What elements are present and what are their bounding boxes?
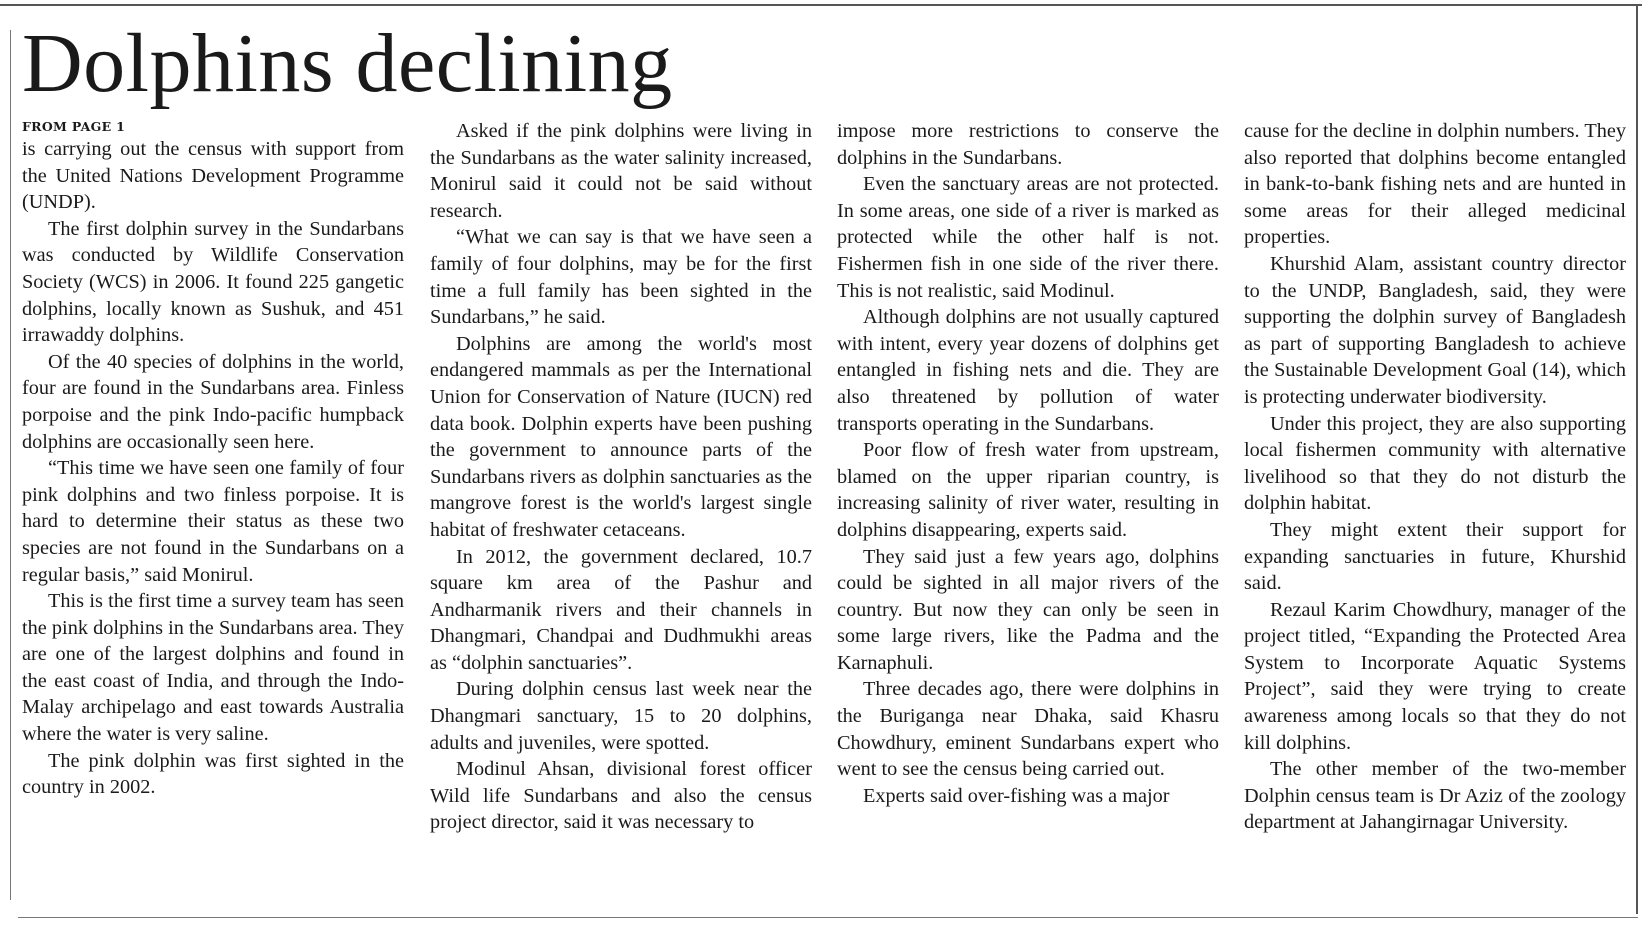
paragraph: In 2012, the government declared, 10.7 square km area of the Pashur and Andharmanik rivers and their channels in Dhangmari, Chandpai and Dudhmukhi areas as “dolphin sanctuaries”.: [430, 545, 812, 674]
paragraph: Khurshid Alam, assistant country director to the UNDP, Bangladesh, said, they were supporting the dolphin survey of Bangladesh as part of supporting Bangladesh to achieve the Sustainable Development Goal (14), which is protecting underwater biodiversity.: [1244, 252, 1626, 408]
paragraph: Even the sanctuary areas are not protected. In some areas, one side of a river is marked as protected while the other half is not. Fishermen fish in one side of the river there. This is not realistic, said Modinul.: [837, 173, 1219, 302]
paragraph: Modinul Ahsan, divisional forest officer Wild life Sundarbans and also the census project director, said it was necessary to: [430, 758, 812, 834]
paragraph: The first dolphin survey in the Sundarbans was conducted by Wildlife Conservation Society (WCS) in 2006. It found 225 gangetic dolphins, locally known as Sushuk, and 451 irrawaddy dolphins.: [22, 217, 404, 347]
right-border-rule: [1636, 4, 1638, 914]
paragraph: Rezaul Karim Chowdhury, manager of the project titled, “Expanding the Protected Area System to Incorporate Aquatic Systems Project”, said they were trying to create awareness among locals so that they do not kill dolphins.: [1244, 598, 1626, 754]
paragraph: Three decades ago, there were dolphins in the Buriganga near Dhaka, said Khasru Chowdhury, eminent Sundarbans expert who went to see the census being carried out.: [837, 678, 1219, 781]
paragraph: The pink dolphin was first sighted in the country in 2002.: [22, 749, 404, 799]
paragraph: Although dolphins are not usually captured with intent, every year dozens of dolphins get entangled in fishing nets and die. They are also threatened by pollution of water transports operating in the Sundarbans.: [837, 306, 1219, 435]
paragraph: is carrying out the census with support from the United Nations Development Programme (UNDP).: [22, 138, 404, 214]
paragraph: They might extent their support for expanding sanctuaries in future, Khurshid said.: [1244, 518, 1626, 595]
paragraph: Dolphins are among the world's most endangered mammals as per the International Union for Conservation of Nature (IUCN) red data book. Dolphin experts have been pushing the government to announce parts of the Sundarbans rivers as dolphin sanctuaries as the mangrove forest is the world's largest single habitat of freshwater cetaceans.: [430, 332, 812, 541]
paragraph: Under this project, they are also supporting local fishermen community with alternative livelihood so that they do not disturb the dolphin habitat.: [1244, 412, 1626, 515]
article-column-3: [837, 118, 1219, 809]
paragraph: “What we can say is that we have seen a family of four dolphins, may be for the first time a full family has been sighted in the Sundarbans,” he said.: [430, 226, 812, 329]
paragraph: Of the 40 species of dolphins in the world, four are found in the Sundarbans area. Finless porpoise and the pink Indo-pacific humpback dolphins are occasionally seen here.: [22, 350, 404, 453]
paragraph: Asked if the pink dolphins were living in the Sundarbans as the water salinity increased, Monirul said it could not be said without research.: [430, 120, 812, 222]
paragraph: Poor flow of fresh water from upstream, blamed on the upper riparian country, is increasing salinity of river water, resulting in dolphins disappearing, experts said.: [837, 439, 1219, 541]
headline: Dolphins declining: [22, 17, 673, 110]
article-column-1: [22, 118, 404, 801]
paragraph: During dolphin census last week near the Dhangmari sanctuary, 15 to 20 dolphins, adults and juveniles, were spotted.: [430, 678, 812, 754]
left-border-rule: [10, 30, 11, 900]
paragraph: impose more restrictions to conserve the dolphins in the Sundarbans.: [837, 120, 1219, 169]
from-page-kicker: FROM PAGE 1: [22, 119, 126, 134]
paragraph: cause for the decline in dolphin numbers. They also reported that dolphins become entangled in bank-to-bank fishing nets and are hunted in some areas for their alleged medicinal properties.: [1244, 120, 1626, 249]
top-border-rule: [0, 4, 1642, 6]
paragraph: Experts said over-fishing was a major: [863, 784, 1170, 807]
paragraph: This is the first time a survey team has seen the pink dolphins in the Sundarbans area. They are one of the largest dolphins and found in the east coast of India, and through the Indo-Malay archipelago and east towards Australia where the water is very saline.: [22, 590, 404, 746]
bottom-border-rule: [18, 917, 1638, 918]
paragraph: They said just a few years ago, dolphins could be sighted in all major rivers of the country. But now they can only be seen in some large rivers, like the Padma and the Karnaphuli.: [837, 545, 1219, 674]
paragraph: The other member of the two-member Dolphin census team is Dr Aziz of the zoology department at Jahangirnagar University.: [1244, 758, 1626, 834]
paragraph: “This time we have seen one family of four pink dolphins and two finless porpoise. It is hard to determine their status as these two species are not found in the Sundarbans on a regular basis,” said Monirul.: [22, 457, 404, 586]
article-column-4: [1244, 118, 1626, 836]
article-column-2: [430, 118, 812, 836]
